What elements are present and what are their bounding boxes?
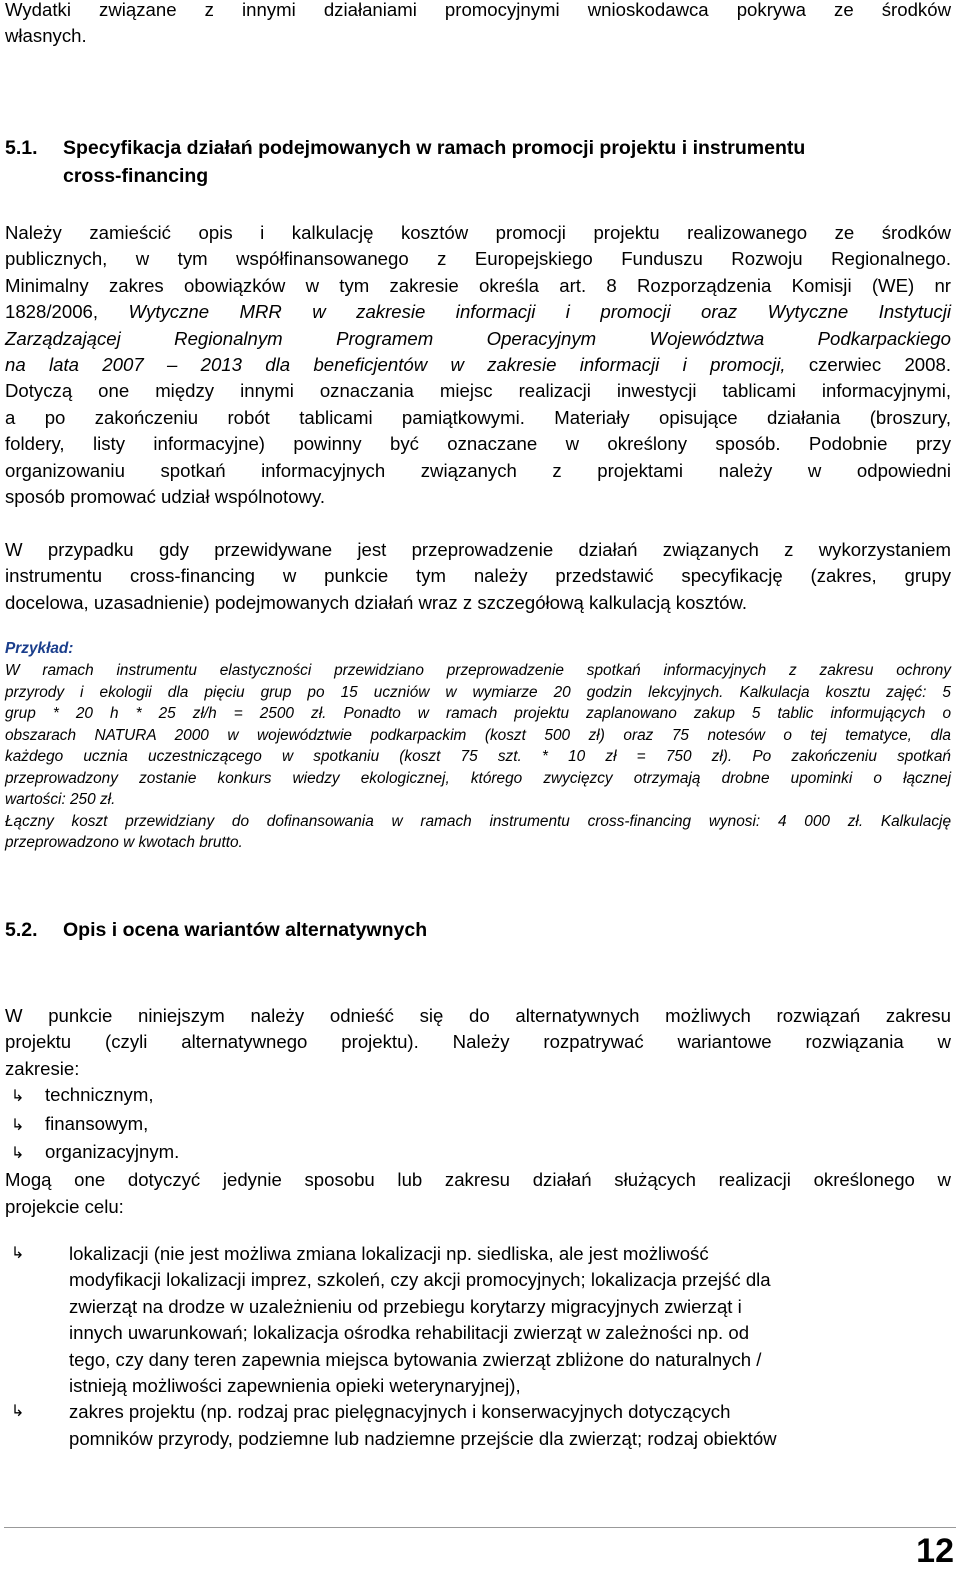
text-line: W przypadku gdy przewidywane jest przeprowadzenie działań związanych z wykorzystaniem <box>5 539 951 560</box>
list-item <box>5 1139 951 1167</box>
list-item <box>5 1399 951 1452</box>
text-line: projektu (czyli alternatywnego projektu). Należy rozpatrywać wariantowe rozwiązania w <box>5 1031 951 1053</box>
text-line: Minimalny zakres obowiązków w tym zakresie określa art. 8 Rozporządzenia Komisji (WE) nr <box>5 274 951 296</box>
list-item <box>5 1082 951 1110</box>
example-line: przeprowadzony zostanie konkurs wiedzy ekologicznej, którego zwycięzcy otrzymają drobne upominki o łącznej <box>5 769 951 787</box>
text-line: Należy zamieścić opis i kalkulację kosztów promocji projektu realizowanego ze środków <box>5 222 951 243</box>
italic-run: Zarządzającej Regionalnym Programem Operacyjnym Województwa Podkarpackiego <box>5 327 951 349</box>
example-line: W ramach instrumentu elastyczności przewidziano przeprowadzenie spotkań informacyjnych z zakresu ochrony <box>5 662 951 679</box>
text-line: własnych. <box>5 25 87 47</box>
example-line: każdego ucznia uczestniczącego w spotkaniu (koszt 75 szt. * 10 zł = 750 zł). Po zakończeniu spotkań <box>5 748 951 765</box>
example-line: grup * 20 h * 25 zł/h = 2500 zł. Ponadto w ramach projektu zaplanowano zakup 5 tablic informujących o <box>5 705 951 722</box>
text-line: zakresie: <box>5 1057 80 1079</box>
italic-run: Wytyczne MRR w zakresie informacji i promocji oraz Wytyczne Instytucji <box>128 301 951 323</box>
text-line: organizowaniu spotkań informacyjnych związanych z projektami należy w odpowiedni <box>5 459 951 481</box>
text-line: foldery, listy informacyjne) powinny być oznaczane w określony sposób. Podobnie przy <box>5 433 951 455</box>
paragraph-cross-financing <box>5 537 951 616</box>
example-line: wartości: 250 zł. <box>5 791 116 808</box>
text-line: publicznych, w tym współfinansowanego z Europejskiego Funduszu Rozwoju Regionalnego. <box>5 248 951 270</box>
list-item-line: lokalizacji (nie jest możliwa zmiana lokalizacji np. siedliska, ale jest możliwość <box>69 1243 709 1264</box>
footer-divider <box>4 1527 956 1528</box>
list-item-line: pomników przyrody, podziemne lub nadziemne przejście dla zwierząt; rodzaj obiektów <box>69 1427 777 1449</box>
list-item-text: finansowym, <box>45 1112 149 1134</box>
list-item-line: zakres projektu (np. rodzaj prac pielęgnacyjnych i konserwacyjnych dotyczących <box>69 1401 731 1423</box>
text-run: czerwiec 2008. <box>785 354 952 376</box>
list-item <box>5 1111 951 1139</box>
section-number: 5.2. <box>5 919 38 941</box>
italic-run: na lata 2007 – 2013 dla beneficjentów w zakresie informacji i promocji, <box>5 354 786 376</box>
example-label: Przykład: <box>5 640 74 657</box>
list-item-line: tego, czy dany teren zapewnia miejsca bytowania zwierząt zbliżone do naturalnych / <box>69 1348 762 1370</box>
text-line: a po zakończeniu robót tablicami pamiątkowymi. Materiały opisujące działania (broszury, <box>5 406 951 428</box>
arrow-hook-icon: ↳ <box>11 1245 25 1262</box>
arrow-hook-icon: ↳ <box>11 1403 25 1421</box>
text-line: Wydatki związane z innymi działaniami promocyjnymi wnioskodawca pokrywa ze środków <box>5 0 951 20</box>
arrow-hook-icon: ↳ <box>11 1116 25 1134</box>
text-line: projekcie celu: <box>5 1195 124 1217</box>
list-item-line: zwierząt na drodze w uzależnieniu od przebiegu korytarzy migracyjnych zwierząt i <box>69 1295 742 1317</box>
list-item-text: technicznym, <box>45 1084 154 1106</box>
example-box <box>5 640 951 854</box>
list-item-line: istnieją możliwości zapewnienia opieki weterynaryjnej), <box>69 1375 521 1397</box>
section-title: Specyfikacja działań podejmowanych w ramach promocji projektu i instrumentu <box>63 137 806 159</box>
text-line: sposób promować udział wspólnotowy. <box>5 486 326 508</box>
text-line: docelowa, uzasadnienie) podejmowanych działań wraz z szczegółową kalkulacją kosztów. <box>5 591 748 613</box>
list-item-line: innych uwarunkowań; lokalizacja ośrodka rehabilitacji zwierząt w zależności np. od <box>69 1322 750 1344</box>
text-line <box>5 299 951 325</box>
example-line: obszarach NATURA 2000 w województwie podkarpackim (koszt 500 zł) oraz 75 notesów o tej tematyce, dla <box>5 726 951 744</box>
list-item-line: modyfikacji lokalizacji imprez, szkoleń, czy akcji promocyjnych; lokalizacja przejść dla <box>69 1269 771 1291</box>
section-number: 5.1. <box>5 137 38 159</box>
section-heading-5-1 <box>5 134 951 190</box>
variant-list <box>5 1241 951 1452</box>
section-title: cross-financing <box>63 165 209 187</box>
arrow-hook-icon: ↳ <box>11 1145 25 1163</box>
text-line <box>5 352 951 378</box>
text-run: 1828/2006, <box>5 301 129 323</box>
example-line: przeprowadzono w kwotach brutto. <box>5 834 243 851</box>
arrow-hook-icon: ↳ <box>11 1088 25 1106</box>
list-item-text: organizacyjnym. <box>45 1141 180 1163</box>
paragraph-alternatives <box>5 1003 951 1220</box>
list-item <box>5 1241 951 1399</box>
section-title: Opis i ocena wariantów alternatywnych <box>63 919 428 941</box>
example-line: przyrody i ekologii dla pięciu grup po 15 uczniów w wymiarze 20 godzin lekcyjnych. Kalkulacja kosztu zajęć: 5 <box>5 683 951 701</box>
intro-paragraph <box>5 0 951 50</box>
text-line: instrumentu cross-financing w punkcie tym należy przedstawić specyfikację (zakres, grupy <box>5 565 951 587</box>
paragraph-promotion <box>5 220 951 510</box>
text-line: W punkcie niniejszym należy odnieść się do alternatywnych możliwych rozwiązań zakresu <box>5 1005 951 1026</box>
page-number: 12 <box>916 1532 954 1570</box>
section-heading-5-2 <box>5 916 951 944</box>
text-line <box>5 326 951 352</box>
text-line: Mogą one dotyczyć jedynie sposobu lub zakresu działań służących realizacji określonego w <box>5 1169 951 1191</box>
text-line: Dotyczą one między innymi oznaczania miejsc realizacji inwestycji tablicami informacyjnymi, <box>5 380 951 402</box>
example-line: Łączny koszt przewidziany do dofinansowania w ramach instrumentu cross-financing wynosi: 4 000 zł. Kalkulację <box>5 812 951 830</box>
